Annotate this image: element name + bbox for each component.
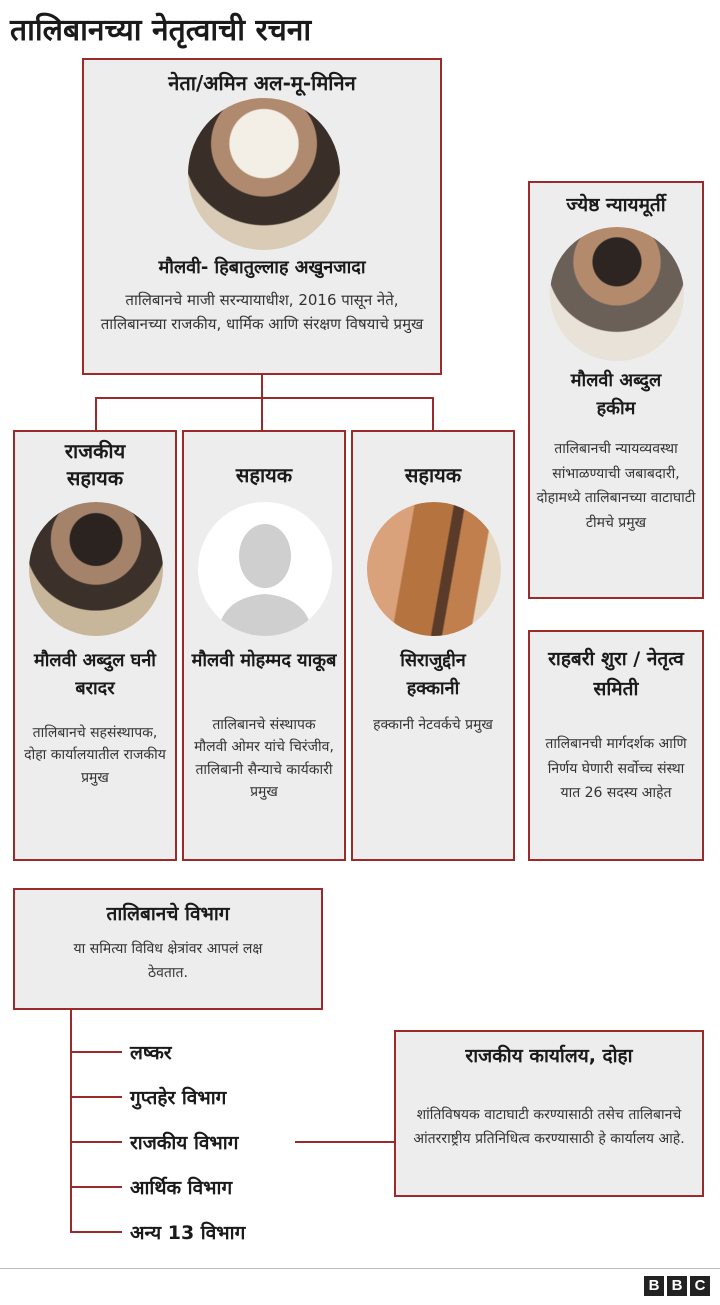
logo-letter: C (690, 1276, 710, 1296)
footer-divider (0, 1268, 720, 1269)
deputy-heading: राजकीय सहायक (64, 439, 126, 490)
departments-trunk (70, 1010, 72, 1232)
departments-description: या समित्या विविध क्षेत्रांवर आपलं लक्ष ठेवतात. (73, 941, 263, 981)
connector-mid-drop (261, 397, 263, 431)
deputy-heading: सहायक (404, 463, 462, 487)
logo-letter: B (667, 1276, 687, 1296)
deputy-box-yaqoob (182, 430, 346, 861)
chief-justice-description: तालिबानची न्यायव्यवस्था सांभाळण्याची जबाबदारी, दोहामध्ये तालिबानच्या वाटाघाटी टीमचे प्रमुख (536, 441, 696, 531)
dept-item-intelligence: गुप्तहेर विभाग (130, 1087, 227, 1109)
leader-description: तालिबानचे माजी सरन्यायाधीश, 2016 पासून नेते, तालिबानच्या राजकीय, धार्मिक आणि संरक्षण विषयाचे प्रमुख (100, 291, 424, 333)
deputy-name: सिराजुद्दीन हक्कानी (400, 650, 466, 699)
deputy-heading: सहायक (235, 463, 293, 487)
dept-item-economic: आर्थिक विभाग (130, 1177, 233, 1199)
connector-right-drop (432, 397, 434, 431)
connector-leader-stem (261, 374, 263, 398)
deputy-box-haqqani (351, 430, 515, 861)
deputy-photo-placeholder (198, 502, 332, 636)
leader-box (82, 58, 442, 375)
political-office-box (394, 1030, 704, 1197)
political-office-description: शांतिविषयक वाटाघाटी करण्यासाठी तसेच तालिबानचे आंतरराष्ट्रीय प्रतिनिधित्व करण्यासाठी हे कार्यालय आहे. (413, 1107, 685, 1147)
dept-branch (70, 1231, 122, 1233)
page-title: तालिबानच्या नेतृत्वाची रचना (10, 13, 312, 48)
deputy-photo-baradar (29, 502, 163, 636)
connector-left-drop (95, 397, 97, 431)
political-office-connector (295, 1141, 395, 1143)
deputy-photo-haqqani (367, 502, 501, 636)
shura-box (528, 630, 704, 861)
dept-branch (70, 1141, 122, 1143)
leader-photo (188, 98, 340, 250)
person-silhouette-icon (198, 502, 332, 636)
dept-branch (70, 1051, 122, 1053)
political-office-heading: राजकीय कार्यालय, दोहा (465, 1045, 633, 1067)
chief-justice-photo (550, 227, 684, 361)
dept-item-others: अन्य 13 विभाग (130, 1222, 246, 1244)
dept-branch (70, 1096, 122, 1098)
chief-justice-box (528, 181, 704, 599)
dept-branch (70, 1186, 122, 1188)
dept-item-political: राजकीय विभाग (130, 1132, 239, 1154)
dept-item-army: लष्कर (130, 1042, 172, 1064)
chief-justice-name: मौलवी अब्दुल हकीम (570, 370, 662, 419)
logo-letter: B (644, 1276, 664, 1296)
deputy-description: हक्कानी नेटवर्कचे प्रमुख (373, 717, 493, 733)
leader-heading: नेता/अमिन अल-मू-मिनिन (168, 71, 356, 95)
deputy-name: मौलवी मोहम्मद याकूब (191, 650, 337, 671)
shura-description: तालिबानची मार्गदर्शक आणि निर्णय घेणारी सर्वोच्च संस्था यात 26 सदस्य आहेत (545, 736, 687, 801)
deputy-box-political (13, 430, 177, 861)
departments-box (13, 888, 323, 1010)
shura-heading: राहबरी शुरा / नेतृत्व समिती (548, 648, 684, 701)
chief-justice-heading: ज्येष्ठ न्यायमूर्ती (566, 194, 666, 216)
deputy-description: तालिबानचे संस्थापक मौलवी ओमर यांचे चिरंजीव, तालिबानी सैन्याचे कार्यकारी प्रमुख (194, 717, 334, 801)
departments-heading: तालिबानचे विभाग (106, 903, 230, 925)
connector-horizontal (95, 397, 434, 399)
deputy-name: मौलवी अब्दुल घनी बरादर (34, 650, 156, 699)
deputy-description: तालिबानचे सहसंस्थापक, दोहा कार्यालयातील राजकीय प्रमुख (24, 725, 166, 786)
bbc-logo (644, 1276, 710, 1296)
leader-name: मौलवी- हिबातुल्लाह अखुनजादा (158, 257, 366, 278)
